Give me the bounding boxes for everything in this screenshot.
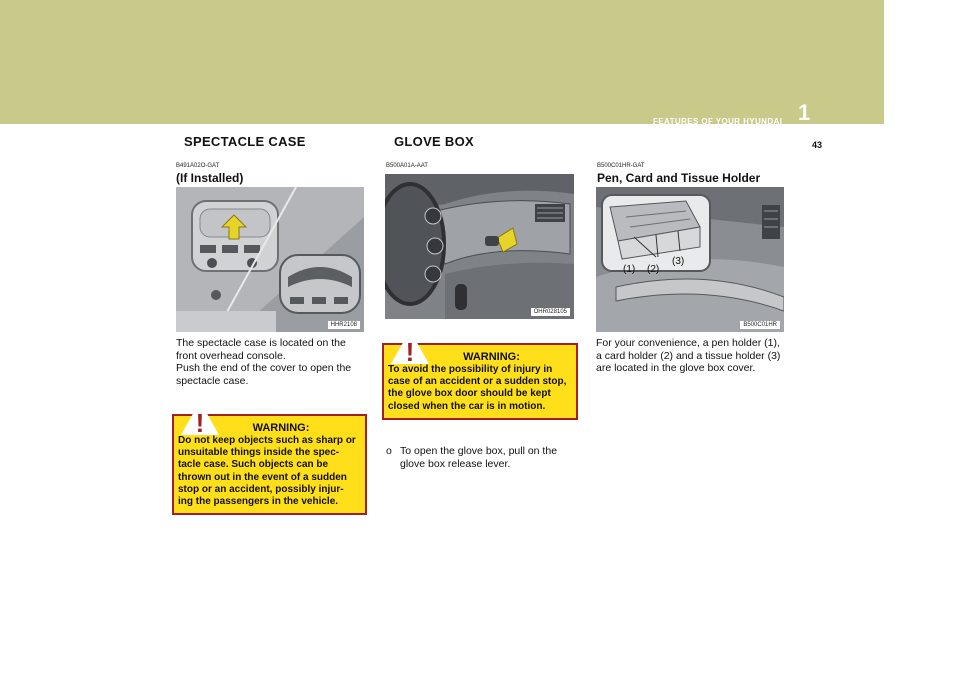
glove-box-instruction — [400, 445, 580, 470]
pen-card-tissue-holder-photo — [596, 187, 784, 332]
left-figure-label: HHR2108 — [328, 321, 360, 329]
text-line: the glove box door should be kept — [388, 388, 551, 400]
right-figure-label: B500C01HR — [740, 321, 780, 329]
warning-text — [388, 364, 573, 413]
text-line: stop or an accident, possibly injur- — [178, 483, 344, 495]
left-code: B491A02O-GAT — [176, 163, 220, 169]
text-line: The spectacle case is located on the — [176, 337, 346, 349]
warning-title: WARNING: — [463, 351, 520, 363]
left-body — [176, 337, 366, 387]
section-title-spectacle-case: SPECTACLE CASE — [184, 134, 306, 149]
section-title-glove-box: GLOVE BOX — [394, 134, 474, 149]
page-number: 43 — [811, 140, 822, 150]
right-heading: Pen, Card and Tissue Holder — [597, 171, 761, 185]
chapter-number: 1 — [798, 100, 811, 125]
section-tab-glove-box — [381, 131, 574, 153]
section-tab-spectacle-case — [171, 131, 365, 153]
text-line: Push the end of the cover to open the — [176, 362, 352, 374]
warning-triangle-icon — [390, 329, 430, 365]
text-line: tacle case. Such objects can be — [178, 459, 329, 471]
right-margin — [884, 0, 960, 678]
text-line: To avoid the possibility of injury in — [388, 364, 553, 375]
left-heading: (If Installed) — [176, 171, 244, 185]
glove-box-photo — [385, 174, 574, 319]
callout-pen-holder: (1) — [623, 264, 636, 275]
text-line: Do not keep objects such as sharp or — [178, 435, 356, 446]
text-line: ing the passengers in the vehicle. — [178, 496, 339, 508]
text-line: are located in the glove box cover. — [596, 362, 756, 374]
text-line: thrown out in the event of a sudden — [178, 471, 347, 483]
chapter-title: FEATURES OF YOUR HYUNDAI — [653, 117, 783, 126]
spectacle-case-photo — [176, 187, 364, 332]
text-line: case of an accident or a sudden stop, — [388, 376, 567, 388]
right-body — [596, 337, 788, 375]
text-line: For your convenience, a pen holder (1), — [596, 337, 780, 349]
text-line: glove box release lever. — [400, 457, 511, 470]
text-line: unsuitable things inside the spec- — [178, 447, 340, 459]
svg-text:!: ! — [195, 408, 205, 436]
middle-code: B500A01A-AAT — [386, 163, 428, 169]
callout-card-holder: (2) — [647, 264, 660, 275]
callout-tissue-holder: (3) — [672, 256, 685, 267]
text-line: To open the glove box, pull on the — [400, 445, 558, 457]
header-band — [0, 0, 884, 124]
warning-text — [178, 435, 362, 508]
text-line: closed when the car is in motion. — [388, 400, 546, 412]
text-line: front overhead console. — [176, 349, 286, 362]
warning-title: WARNING: — [252, 422, 310, 434]
text-line: spectacle case. — [176, 374, 249, 387]
text-line: a card holder (2) and a tissue holder (3) — [596, 349, 781, 362]
svg-text:!: ! — [405, 337, 415, 365]
warning-triangle-icon — [180, 400, 220, 436]
middle-figure-label: OHR028105 — [531, 308, 570, 316]
bullet-marker: o — [386, 445, 392, 457]
right-code: B500C01HR-GAT — [597, 163, 645, 169]
